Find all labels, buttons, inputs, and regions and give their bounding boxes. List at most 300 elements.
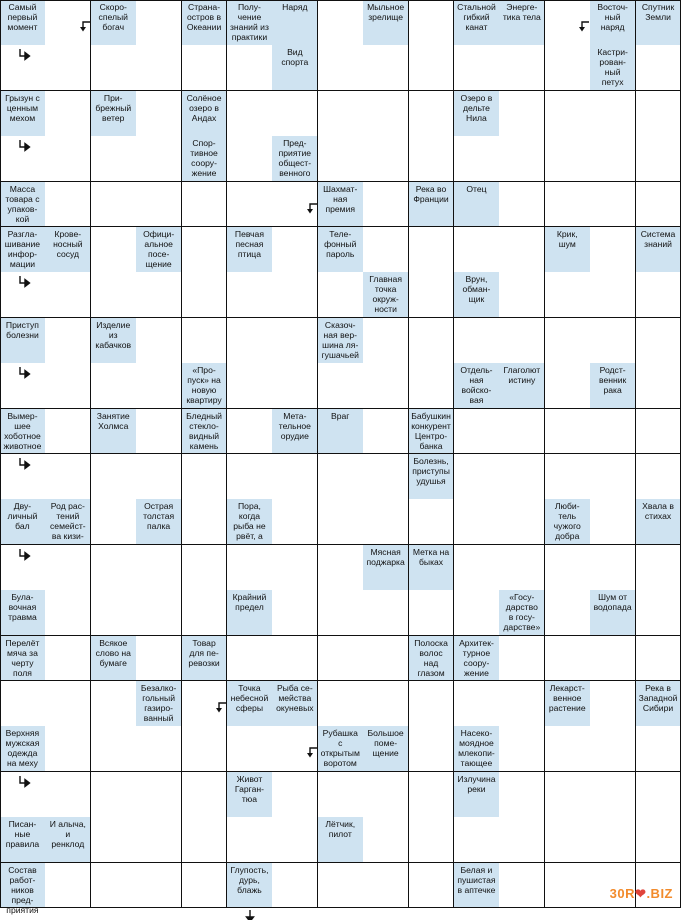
answer-cell[interactable]: [454, 681, 500, 727]
clue-cell: [318, 409, 364, 455]
clue-cell: [91, 409, 137, 455]
answer-cell[interactable]: [136, 863, 182, 909]
arrow-bent-right-icon: [18, 367, 28, 377]
answer-cell[interactable]: [136, 272, 182, 318]
answer-cell[interactable]: [636, 363, 681, 409]
answer-cell[interactable]: [45, 772, 91, 818]
answer-cell[interactable]: [590, 636, 636, 682]
clue-text: Шум от водопада: [593, 592, 632, 613]
answer-cell[interactable]: [454, 590, 500, 636]
answer-cell[interactable]: [318, 545, 364, 591]
answer-cell[interactable]: [136, 318, 182, 364]
answer-cell[interactable]: [409, 136, 455, 182]
answer-cell[interactable]: [499, 45, 545, 91]
answer-cell[interactable]: [318, 636, 364, 682]
answer-cell[interactable]: [227, 182, 273, 228]
clue-text: Точка небесной сферы: [230, 683, 269, 713]
clue-cell: [227, 863, 273, 909]
answer-cell[interactable]: [272, 227, 318, 273]
answer-cell[interactable]: [545, 590, 591, 636]
answer-cell[interactable]: [409, 45, 455, 91]
answer-cell[interactable]: [182, 499, 228, 545]
answer-cell[interactable]: [182, 817, 228, 863]
answer-cell[interactable]: [91, 590, 137, 636]
answer-cell[interactable]: [272, 545, 318, 591]
answer-cell[interactable]: [91, 227, 137, 273]
answer-cell[interactable]: [45, 136, 91, 182]
answer-cell[interactable]: [45, 45, 91, 91]
answer-cell[interactable]: [545, 817, 591, 863]
clue-cell: [590, 0, 636, 46]
answer-cell[interactable]: [363, 409, 409, 455]
answer-cell[interactable]: [318, 863, 364, 909]
answer-cell[interactable]: [45, 318, 91, 364]
answer-cell[interactable]: [499, 817, 545, 863]
clue-text: Болезнь, приступы удушья: [412, 456, 450, 486]
answer-cell[interactable]: [363, 182, 409, 228]
clue-text: Теле- фонный пароль: [324, 229, 357, 259]
answer-cell[interactable]: [318, 590, 364, 636]
answer-cell[interactable]: [91, 272, 137, 318]
answer-cell[interactable]: [227, 318, 273, 364]
clue-text: Мыльное зрелище: [367, 2, 405, 22]
clue-text: Занятие Холмса: [96, 410, 130, 431]
answer-cell[interactable]: [91, 454, 137, 500]
clue-text: Сказоч- ная вер- шина ля- гушачьей: [321, 319, 359, 360]
answer-cell[interactable]: [182, 318, 228, 364]
answer-cell[interactable]: [409, 681, 455, 727]
clue-text: Метка на быках: [412, 546, 450, 567]
answer-cell[interactable]: [0, 681, 46, 727]
clue-cell: [227, 227, 273, 273]
answer-cell[interactable]: [45, 863, 91, 909]
clue-cell: [590, 363, 636, 409]
answer-cell[interactable]: [272, 590, 318, 636]
answer-cell[interactable]: [545, 182, 591, 228]
answer-cell[interactable]: [409, 0, 455, 46]
answer-cell[interactable]: [318, 272, 364, 318]
clue-text: Була- вочная травма: [8, 592, 37, 623]
clue-cell: [0, 91, 46, 137]
answer-cell[interactable]: [91, 136, 137, 182]
answer-cell[interactable]: [409, 726, 455, 772]
answer-cell[interactable]: [45, 272, 91, 318]
answer-cell[interactable]: [227, 726, 273, 772]
clue-text: Изделие из кабачков: [95, 319, 132, 350]
answer-cell[interactable]: [136, 409, 182, 455]
answer-cell[interactable]: [182, 272, 228, 318]
clue-cell: [182, 409, 228, 455]
clue-text: Спор- тивное соору- жение: [190, 138, 218, 179]
clue-cell: [409, 409, 455, 455]
answer-cell[interactable]: [363, 590, 409, 636]
clue-text: Главная точка окруж- ности: [369, 274, 402, 315]
answer-cell[interactable]: [545, 545, 591, 591]
answer-cell[interactable]: [409, 91, 455, 137]
clue-text: Род рас- тений семейст- ва кизи-: [50, 501, 86, 542]
clue-cell: [409, 454, 455, 500]
clue-cell: [454, 636, 500, 682]
answer-cell[interactable]: [91, 772, 137, 818]
answer-cell[interactable]: [545, 772, 591, 818]
answer-cell[interactable]: [227, 363, 273, 409]
answer-cell[interactable]: [318, 772, 364, 818]
answer-cell[interactable]: [182, 726, 228, 772]
arrow-bent-down-icon: [306, 202, 316, 212]
answer-cell[interactable]: [272, 636, 318, 682]
answer-cell[interactable]: [45, 545, 91, 591]
clue-text: И алыча, и ренклод: [49, 819, 86, 850]
answer-cell[interactable]: [363, 227, 409, 273]
clue-cell: [454, 772, 500, 818]
clue-text: Товар для пе- ревозки: [188, 637, 220, 668]
clue-cell: [0, 409, 46, 455]
answer-cell[interactable]: [318, 499, 364, 545]
answer-cell[interactable]: [45, 681, 91, 727]
answer-cell[interactable]: [91, 681, 137, 727]
clue-cell: [454, 272, 500, 318]
answer-cell[interactable]: [499, 499, 545, 545]
answer-cell[interactable]: [136, 545, 182, 591]
answer-cell[interactable]: [499, 454, 545, 500]
clue-cell: [227, 772, 273, 818]
answer-cell[interactable]: [91, 499, 137, 545]
clue-text: Большое поме- щение: [367, 728, 404, 759]
clue-text: Верхняя мужская одежда на меху: [5, 728, 40, 769]
answer-cell[interactable]: [636, 636, 681, 682]
answer-cell[interactable]: [136, 636, 182, 682]
clue-text: Хвала в стихах: [642, 501, 674, 522]
answer-cell[interactable]: [545, 409, 591, 455]
answer-cell[interactable]: [318, 363, 364, 409]
clue-text: Насеко- моядное млекопи- тающее: [458, 728, 495, 769]
answer-cell[interactable]: [409, 863, 455, 909]
clue-cell: [636, 681, 681, 727]
answer-cell[interactable]: [91, 817, 137, 863]
answer-cell[interactable]: [409, 772, 455, 818]
answer-cell[interactable]: [636, 136, 681, 182]
answer-cell[interactable]: [227, 636, 273, 682]
answer-cell[interactable]: [499, 91, 545, 137]
answer-cell[interactable]: [182, 454, 228, 500]
answer-cell[interactable]: [91, 182, 137, 228]
answer-cell[interactable]: [590, 409, 636, 455]
answer-cell[interactable]: [545, 726, 591, 772]
answer-cell[interactable]: [182, 590, 228, 636]
answer-cell[interactable]: [227, 454, 273, 500]
clue-text: Шахмат- ная премия: [323, 183, 358, 214]
clue-text: Масса товара с упаков- кой: [5, 183, 40, 224]
arrow-bent-down-icon: [306, 746, 316, 756]
answer-cell[interactable]: [318, 136, 364, 182]
answer-cell[interactable]: [409, 817, 455, 863]
answer-cell[interactable]: [590, 681, 636, 727]
answer-cell[interactable]: [636, 409, 681, 455]
answer-cell[interactable]: [409, 272, 455, 318]
answer-cell[interactable]: [272, 817, 318, 863]
clue-text: Писан- ные правила: [5, 819, 40, 850]
clue-text: Враг: [331, 410, 350, 421]
answer-cell[interactable]: [499, 272, 545, 318]
answer-cell[interactable]: [636, 772, 681, 818]
answer-cell[interactable]: [136, 136, 182, 182]
clue-cell: [91, 636, 137, 682]
answer-cell[interactable]: [590, 726, 636, 772]
arrow-down-icon: [244, 910, 254, 920]
answer-cell[interactable]: [45, 363, 91, 409]
answer-cell[interactable]: [499, 863, 545, 909]
clue-cell: [636, 227, 681, 273]
answer-cell[interactable]: [136, 590, 182, 636]
answer-cell[interactable]: [590, 227, 636, 273]
answer-cell[interactable]: [45, 409, 91, 455]
answer-cell[interactable]: [454, 136, 500, 182]
answer-cell[interactable]: [182, 772, 228, 818]
answer-cell[interactable]: [45, 726, 91, 772]
answer-cell[interactable]: [636, 91, 681, 137]
clue-cell: [590, 590, 636, 636]
answer-cell[interactable]: [227, 45, 273, 91]
answer-cell[interactable]: [363, 681, 409, 727]
answer-cell[interactable]: [454, 227, 500, 273]
answer-cell[interactable]: [590, 91, 636, 137]
clue-text: Страна- остров в Океании: [186, 2, 222, 32]
answer-cell[interactable]: [182, 227, 228, 273]
answer-cell[interactable]: [409, 499, 455, 545]
answer-cell[interactable]: [636, 182, 681, 228]
answer-cell[interactable]: [318, 454, 364, 500]
clue-text: Крик, шум: [556, 229, 578, 249]
clue-cell: [45, 227, 91, 273]
answer-cell[interactable]: [318, 91, 364, 137]
answer-cell[interactable]: [318, 681, 364, 727]
answer-cell[interactable]: [499, 545, 545, 591]
answer-cell[interactable]: [499, 726, 545, 772]
answer-cell[interactable]: [91, 726, 137, 772]
clue-text: Грызун с ценным мехом: [5, 92, 40, 123]
clue-cell: [0, 318, 46, 364]
clue-text: Озеро в дельте Нила: [460, 92, 493, 123]
clue-cell: [45, 499, 91, 545]
clue-cell: [363, 726, 409, 772]
answer-cell[interactable]: [454, 318, 500, 364]
clue-cell: [136, 227, 182, 273]
answer-cell[interactable]: [227, 272, 273, 318]
answer-cell[interactable]: [363, 499, 409, 545]
answer-cell[interactable]: [590, 817, 636, 863]
clue-cell: [363, 545, 409, 591]
clue-cell: [545, 681, 591, 727]
answer-cell[interactable]: [272, 863, 318, 909]
answer-cell[interactable]: [499, 772, 545, 818]
answer-cell[interactable]: [272, 272, 318, 318]
answer-cell[interactable]: [91, 545, 137, 591]
answer-cell[interactable]: [636, 817, 681, 863]
clue-text: Рубашка с открытым воротом: [320, 728, 360, 769]
answer-cell[interactable]: [499, 136, 545, 182]
answer-cell[interactable]: [590, 318, 636, 364]
answer-cell[interactable]: [182, 863, 228, 909]
answer-cell[interactable]: [45, 590, 91, 636]
answer-cell[interactable]: [590, 772, 636, 818]
answer-cell[interactable]: [636, 454, 681, 500]
answer-cell[interactable]: [182, 182, 228, 228]
clue-cell: [227, 590, 273, 636]
answer-cell[interactable]: [545, 636, 591, 682]
answer-cell[interactable]: [454, 499, 500, 545]
clue-cell: [636, 0, 681, 46]
answer-cell[interactable]: [363, 863, 409, 909]
clue-cell: [227, 681, 273, 727]
answer-cell[interactable]: [454, 545, 500, 591]
answer-cell[interactable]: [136, 182, 182, 228]
answer-cell[interactable]: [182, 545, 228, 591]
answer-cell[interactable]: [136, 726, 182, 772]
clue-cell: [272, 0, 318, 46]
answer-cell[interactable]: [272, 363, 318, 409]
answer-cell[interactable]: [409, 590, 455, 636]
answer-cell[interactable]: [545, 318, 591, 364]
answer-cell[interactable]: [227, 409, 273, 455]
answer-cell[interactable]: [590, 136, 636, 182]
answer-cell[interactable]: [409, 363, 455, 409]
answer-cell[interactable]: [590, 182, 636, 228]
answer-cell[interactable]: [545, 863, 591, 909]
clue-text: Офици- альное посе- щение: [143, 229, 175, 269]
clue-cell: [409, 182, 455, 228]
answer-cell[interactable]: [272, 499, 318, 545]
answer-cell[interactable]: [590, 499, 636, 545]
clue-cell: [318, 726, 364, 772]
answer-cell[interactable]: [545, 454, 591, 500]
answer-cell[interactable]: [590, 454, 636, 500]
answer-cell[interactable]: [227, 136, 273, 182]
answer-cell[interactable]: [454, 409, 500, 455]
answer-cell[interactable]: [636, 45, 681, 91]
answer-cell[interactable]: [363, 91, 409, 137]
answer-cell[interactable]: [45, 454, 91, 500]
answer-cell[interactable]: [590, 272, 636, 318]
clue-text: Бабушкин конкурент Центро- банка: [411, 410, 451, 451]
answer-cell[interactable]: [636, 726, 681, 772]
answer-cell[interactable]: [363, 318, 409, 364]
answer-cell[interactable]: [45, 182, 91, 228]
answer-cell[interactable]: [91, 863, 137, 909]
answer-cell[interactable]: [636, 545, 681, 591]
answer-cell[interactable]: [636, 318, 681, 364]
answer-cell[interactable]: [318, 0, 364, 46]
clue-text: Вид спорта: [281, 47, 309, 68]
answer-cell[interactable]: [136, 363, 182, 409]
answer-cell[interactable]: [454, 45, 500, 91]
clue-cell: [409, 545, 455, 591]
answer-cell[interactable]: [136, 91, 182, 137]
clue-cell: [0, 817, 46, 863]
answer-cell[interactable]: [272, 318, 318, 364]
answer-cell[interactable]: [545, 91, 591, 137]
answer-cell[interactable]: [363, 772, 409, 818]
answer-cell[interactable]: [227, 91, 273, 137]
answer-cell[interactable]: [590, 545, 636, 591]
answer-cell[interactable]: [45, 91, 91, 137]
answer-cell[interactable]: [363, 636, 409, 682]
answer-cell[interactable]: [182, 45, 228, 91]
clue-text: Всякое слово на бумаге: [95, 637, 131, 668]
answer-cell[interactable]: [499, 227, 545, 273]
clue-text: Вымер- шее хоботное животное: [3, 410, 42, 451]
answer-cell[interactable]: [272, 772, 318, 818]
answer-cell[interactable]: [272, 454, 318, 500]
answer-cell[interactable]: [499, 681, 545, 727]
clue-text: Полу- чение знаний из практики: [229, 2, 269, 42]
answer-cell[interactable]: [499, 318, 545, 364]
clue-cell: [182, 91, 228, 137]
clue-text: Живот Гарган- тюа: [234, 773, 264, 804]
answer-cell[interactable]: [363, 817, 409, 863]
answer-cell[interactable]: [363, 454, 409, 500]
answer-cell[interactable]: [363, 45, 409, 91]
answer-cell[interactable]: [545, 45, 591, 91]
answer-cell[interactable]: [545, 363, 591, 409]
clue-cell: [0, 499, 46, 545]
clue-text: Дву- личный бал: [7, 501, 38, 532]
answer-cell[interactable]: [363, 136, 409, 182]
clue-cell: [0, 182, 46, 228]
answer-cell[interactable]: [136, 45, 182, 91]
answer-cell[interactable]: [136, 772, 182, 818]
clue-cell: [409, 636, 455, 682]
answer-cell[interactable]: [227, 545, 273, 591]
answer-cell[interactable]: [91, 45, 137, 91]
clue-text: Приступ болезни: [5, 319, 39, 340]
clue-cell: [363, 0, 409, 46]
answer-cell[interactable]: [454, 817, 500, 863]
answer-cell[interactable]: [454, 454, 500, 500]
answer-cell[interactable]: [545, 272, 591, 318]
answer-cell[interactable]: [318, 45, 364, 91]
answer-cell[interactable]: [136, 454, 182, 500]
answer-cell[interactable]: [499, 636, 545, 682]
answer-cell[interactable]: [499, 182, 545, 228]
clue-cell: [182, 636, 228, 682]
clue-cell: [499, 590, 545, 636]
answer-cell[interactable]: [45, 636, 91, 682]
answer-cell[interactable]: [136, 817, 182, 863]
clue-cell: [454, 726, 500, 772]
answer-cell[interactable]: [409, 227, 455, 273]
clue-text: Отдель- ная войско- вая: [460, 365, 493, 406]
answer-cell[interactable]: [363, 363, 409, 409]
clue-text: Самый первый момент: [7, 2, 38, 32]
arrow-bent-right-icon: [18, 49, 28, 59]
clue-cell: [0, 227, 46, 273]
answer-cell[interactable]: [227, 817, 273, 863]
answer-cell[interactable]: [136, 0, 182, 46]
clue-text: Кастри- рован- ный петух: [597, 47, 628, 88]
clue-text: «Госу- дарство в госу- дарстве»: [503, 592, 541, 633]
answer-cell[interactable]: [636, 590, 681, 636]
answer-cell[interactable]: [499, 409, 545, 455]
answer-cell[interactable]: [545, 136, 591, 182]
clue-cell: [272, 681, 318, 727]
answer-cell[interactable]: [91, 363, 137, 409]
clue-text: Лекарст- венное растение: [548, 683, 586, 713]
answer-cell[interactable]: [272, 91, 318, 137]
clue-text: Крайний предел: [232, 592, 267, 613]
clue-cell: [0, 0, 46, 46]
answer-cell[interactable]: [409, 318, 455, 364]
answer-cell[interactable]: [636, 272, 681, 318]
